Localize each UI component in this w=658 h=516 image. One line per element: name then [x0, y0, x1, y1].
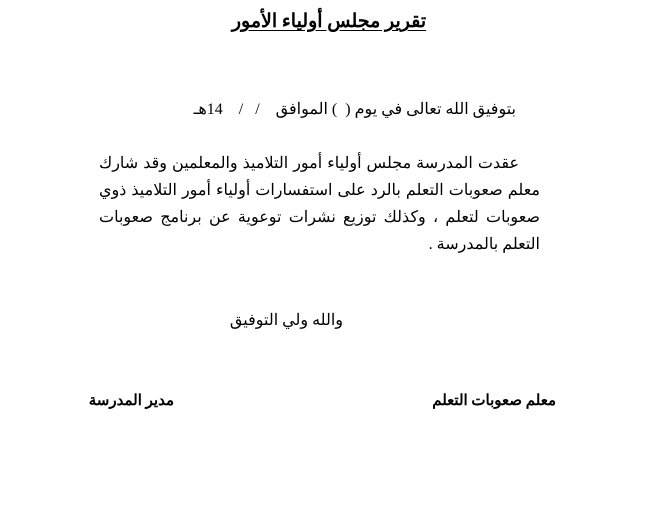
closing-phrase: والله ولي التوفيق: [229, 312, 343, 329]
signature-learning-difficulties-teacher: معلم صعوبات التعلم: [432, 393, 556, 409]
report-body-paragraph: عقدت المدرسة مجلس أولياء أمور التلاميذ والمعلمين وقد شارك معلم صعوبات التعلم بالرد على استفسارات أولياء أمور التلاميذ ذوي صعوبات لتعلم ، وكذلك توزيع نشرات توعوية عن برنامج صعوبات التعلم بالمدرسة .: [99, 155, 541, 253]
signature-school-principal: مدير المدرسة: [88, 393, 174, 409]
report-title: تقرير مجلس أولياء الأمور: [231, 11, 427, 32]
meeting-date-line: بتوفيق الله تعالى في يوم ( ) الموافق / / 14هـ: [193, 101, 516, 118]
